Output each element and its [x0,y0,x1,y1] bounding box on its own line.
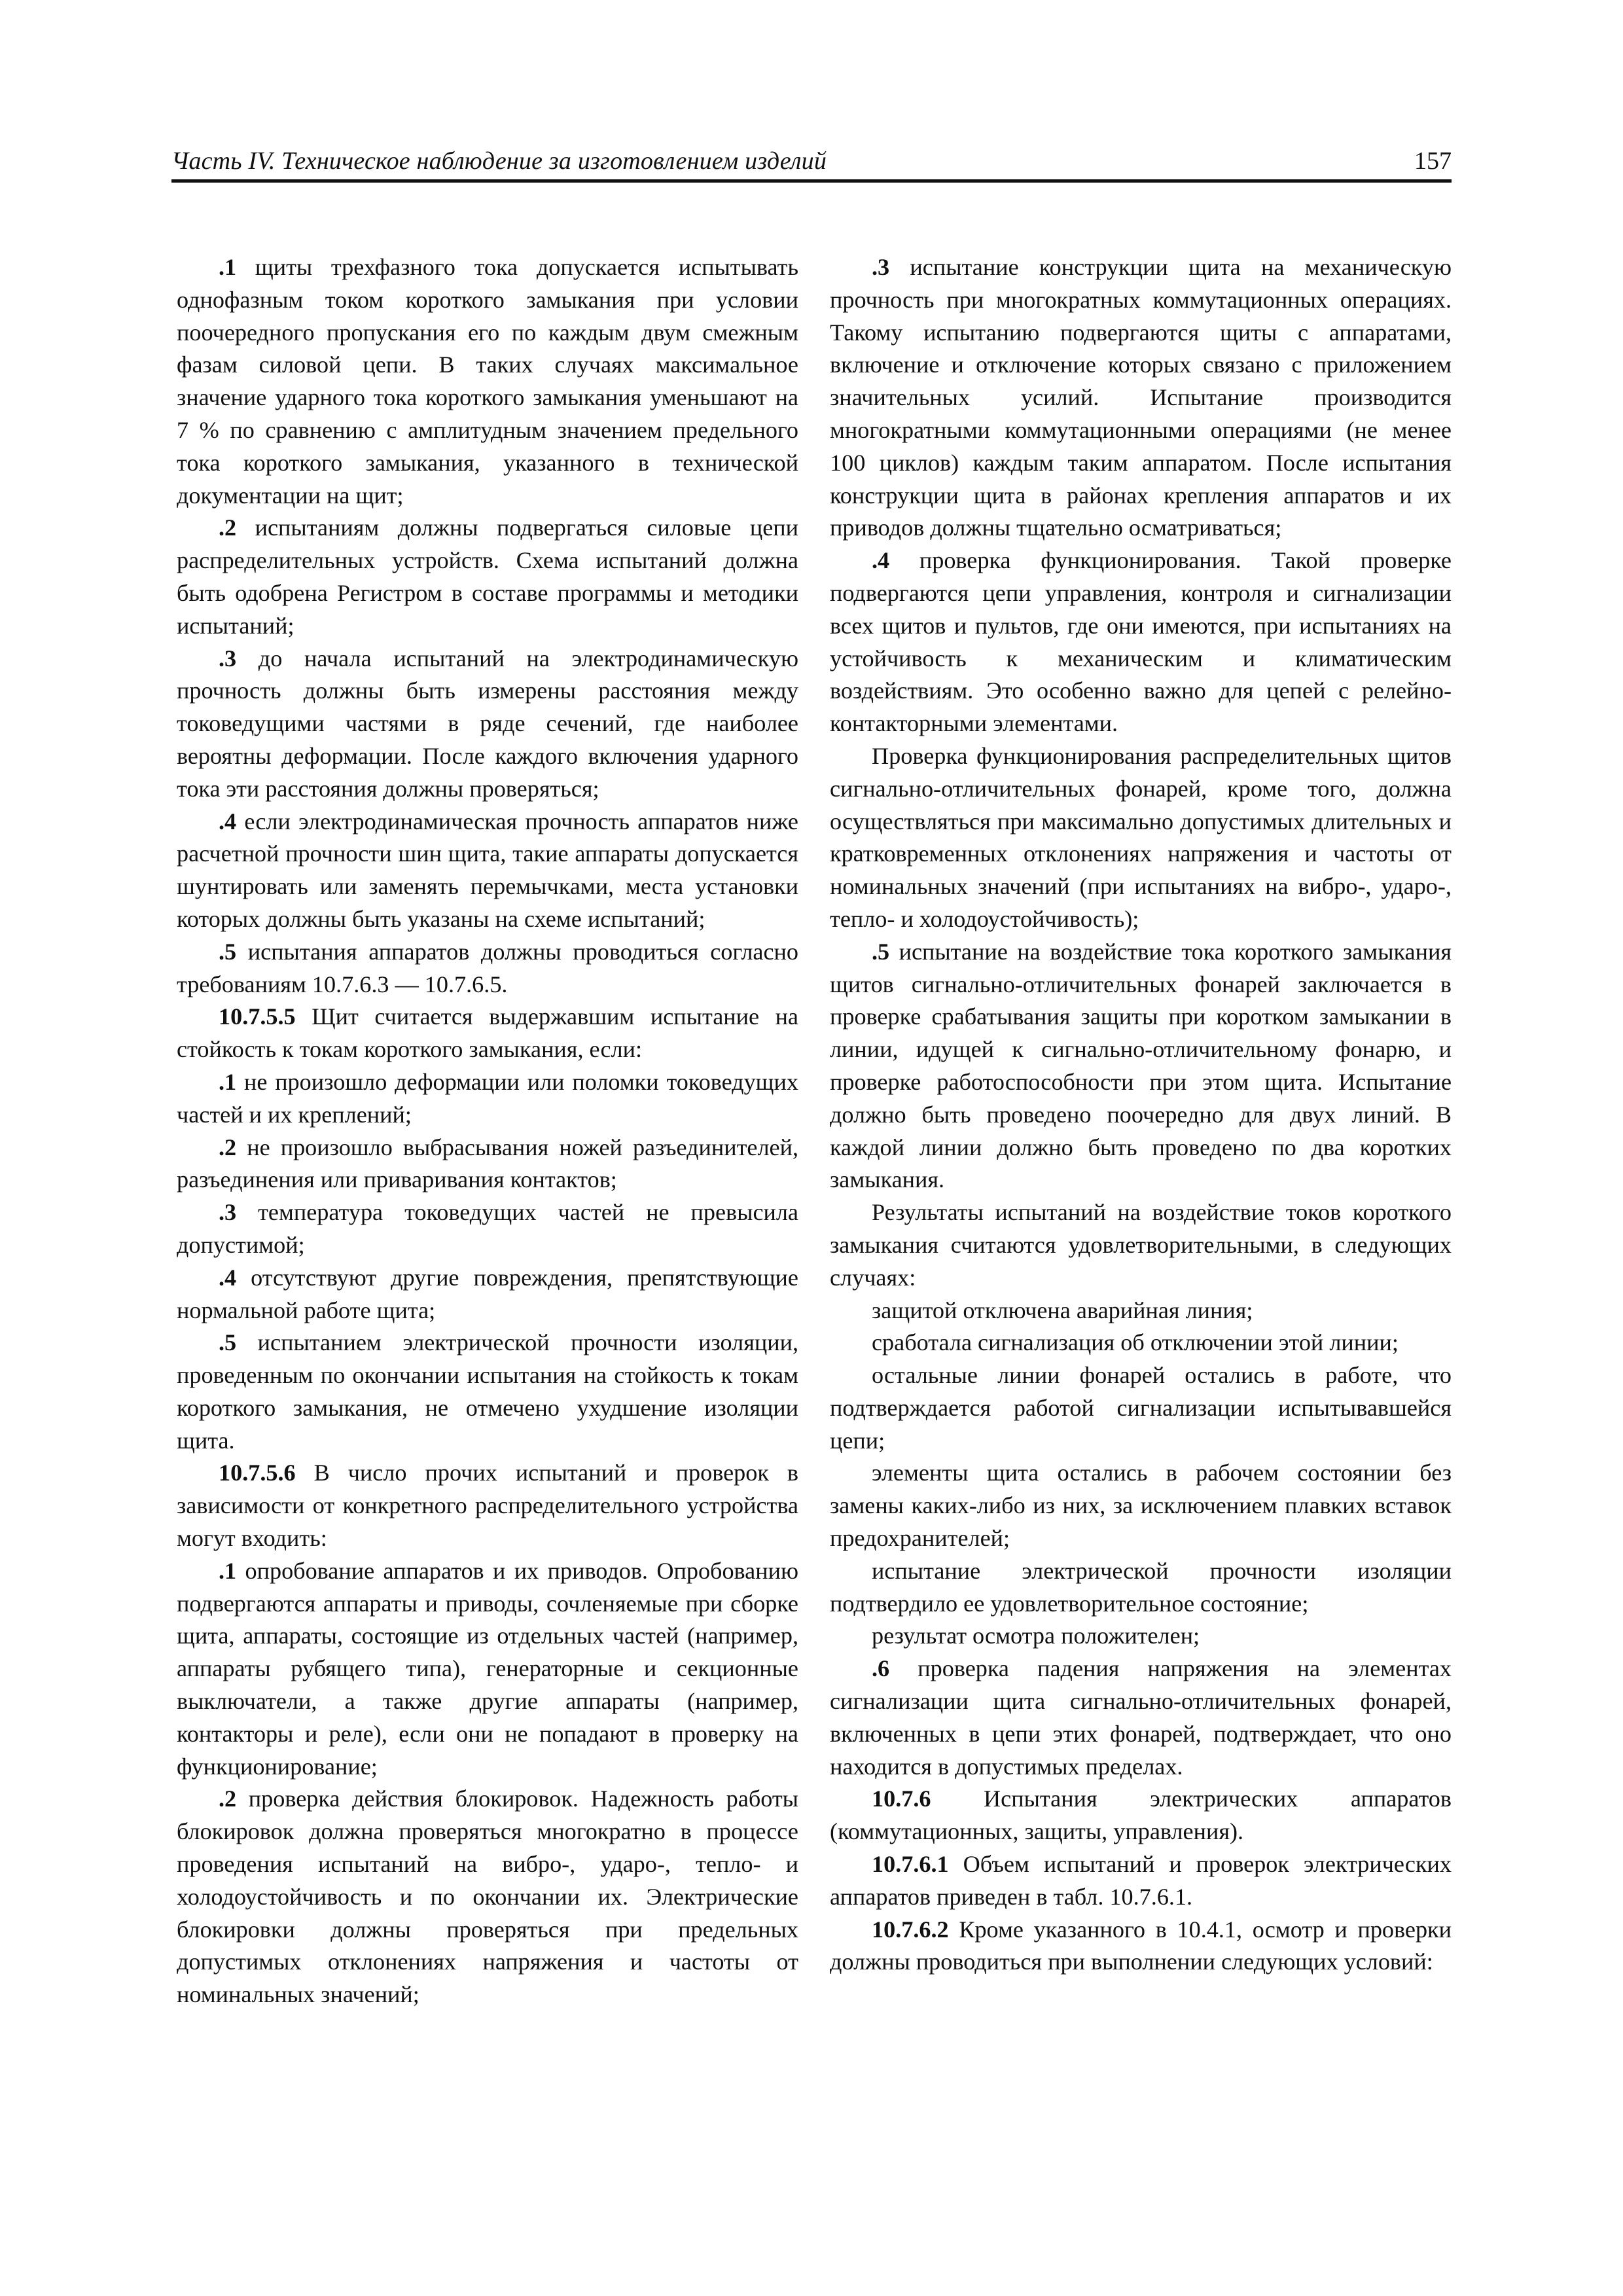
paragraph [177,1457,798,1554]
paragraph-text: Щит считается выдержавшим испытание на стойкость к токам короткого замыкания, если: [177,1003,798,1063]
paragraph [177,1327,798,1457]
running-header [171,139,1452,183]
header-title: Часть IV. Техническое наблюдение за изготовлением изделий [171,147,827,175]
paragraph-text: Объем испытаний и проверок электрических аппаратов приведен в табл. 10.7.6.1. [830,1851,1452,1910]
paragraph-text: проверка функционирования. Такой проверке подвергаются цепи управления, контроля и сигнализации всех щитов и пультов, где они имеются, при испытаниях на устойчивость к механическим и климатическим воздействиям. Это особенно важно для цепей с релейно-контакторными элементами. [830,547,1452,737]
paragraph-text: Проверка функционирования распределительных щитов сигнально-отличительных фонарей, кроме того, должна осуществляться при максимально допустимых длительных и кратковременных отклонениях напряжения и частоты от номинальных значений (при испытаниях на вибро-, ударо-, тепло- и холодоустойчивость); [830,742,1452,932]
item-number: .4 [219,1264,237,1291]
paragraph [830,1620,1452,1653]
paragraph-text: проверка действия блокировок. Надежность работы блокировок должна проверяться многократно в процессе проведения испытаний на вибро-, ударо-, тепло- и холодоустойчивость и по окончании их. Электрические блокировки должны проверяться при предельных допустимых отклонениях напряжения и частоты от номинальных значений; [177,1785,798,2008]
item-number: .3 [219,645,237,672]
paragraph-text: до начала испытаний на электродинамическую прочность должны быть измерены расстояния между токоведущими частями в ряде сечений, где наиболее вероятны деформации. После каждого включения ударного тока эти расстояния должны проверяться; [177,645,798,802]
paragraph [830,1295,1452,1327]
paragraph-text: Результаты испытаний на воздействие токов короткого замыкания считаются удовлетворительными, в следующих случаях: [830,1199,1452,1291]
paragraph [830,1783,1452,1848]
paragraph [830,1653,1452,1783]
paragraph-text: испытания аппаратов должны проводиться согласно требованиям 10.7.6.3 — 10.7.6.5. [177,938,798,997]
item-number: .1 [219,1557,237,1584]
item-number: .2 [219,1785,237,1812]
item-number: .5 [872,938,890,965]
item-number: 10.7.5.5 [219,1003,296,1030]
paragraph-text: остальные линии фонарей остались в работе, что подтверждается работой сигнализации испытывавшейся цепи; [830,1362,1452,1454]
paragraph [830,1848,1452,1914]
paragraph-text: Кроме указанного в 10.4.1, осмотр и проверки должны проводиться при выполнении следующих условий: [830,1916,1452,1975]
paragraph-text: Испытания электрических аппаратов (коммутационных, защиты, управления). [830,1785,1452,1845]
item-number: .5 [219,938,237,965]
paragraph-text: не произошло выбрасывания ножей разъединителей, разъединения или приваривания контактов; [177,1134,798,1193]
paragraph [830,1196,1452,1294]
item-number: .2 [219,1134,237,1160]
item-number: .1 [219,1068,237,1095]
paragraph-text: испытание конструкции щита на механическую прочность при многократных коммутационных операциях. Такому испытанию подвергаются щиты с аппаратами, включение и отключение которых связано с приложением значительных усилий. Испытание производится многократными коммутационными операциями (не менее 100 циклов) каждым таким аппаратом. После испытания конструкции щита в районах крепления аппаратов и их приводов должны тщательно осматриваться; [830,254,1452,541]
paragraph-text: результат осмотра положителен; [872,1623,1200,1649]
paragraph [177,1555,798,1784]
paragraph [177,1196,798,1262]
item-number: 10.7.5.6 [219,1460,296,1486]
paragraph-text: защитой отключена аварийная линия; [872,1297,1253,1323]
paragraph [177,1783,798,2011]
paragraph-text: сработала сигнализация об отключении этой линии; [872,1329,1399,1356]
paragraph [830,545,1452,740]
paragraph [177,643,798,806]
paragraph-text: не произошло деформации или поломки токоведущих частей и их креплений; [177,1068,798,1128]
paragraph-text: температура токоведущих частей не превысила допустимой; [177,1199,798,1258]
item-number: .2 [219,514,237,541]
item-number: .6 [872,1655,890,1682]
paragraph-text: опробование аппаратов и их приводов. Опробованию подвергаются аппараты и приводы, сочленяемые при сборке щита, аппараты, состоящие из отдельных частей (например, аппараты рубящего типа), генераторные и секционные выключатели, а также другие аппараты (например, контакторы и реле), если они не попадают в проверку на функционирование; [177,1557,798,1780]
paragraph-text: испытанием электрической прочности изоляции, проведенным по окончании испытания на стойкость к токам короткого замыкания, не отмечено ухудшение изоляции щита. [177,1329,798,1454]
paragraph-text: отсутствуют другие повреждения, препятствующие нормальной работе щита; [177,1264,798,1323]
item-number: .3 [219,1199,237,1226]
item-number: 10.7.6.1 [872,1851,949,1878]
paragraph [830,1359,1452,1457]
paragraph-text: если электродинамическая прочность аппаратов ниже расчетной прочности шин щита, такие аппараты допускается шунтировать или заменять перемычками, места установки которых должны быть указаны на схеме испытаний; [177,808,798,932]
page-number: 157 [1414,147,1452,175]
paragraph-text: испытаниям должны подвергаться силовые цепи распределительных устройств. Схема испытаний должна быть одобрена Регистром в составе программы и методики испытаний; [177,514,798,639]
paragraph [830,1555,1452,1621]
paragraph [830,1457,1452,1554]
paragraph [830,1914,1452,1979]
paragraph [177,1262,798,1327]
paragraph [177,1001,798,1066]
paragraph [830,936,1452,1196]
left-column [177,251,798,2011]
paragraph [177,1132,798,1197]
item-number: .3 [872,254,890,280]
paragraph [177,512,798,642]
item-number: .1 [219,254,237,280]
paragraph [177,936,798,1001]
paragraph-text: испытание на воздействие тока короткого замыкания щитов сигнально-отличительных фонарей заключается в проверке срабатывания защиты при коротком замыкании в линии, идущей к сигнально-отличительному фонарю, и проверке работоспособности при этом щита. Испытание должно быть проведено поочередно для двух линий. В каждой линии должно быть проведено по два коротких замыкания. [830,938,1452,1193]
paragraph [177,1066,798,1132]
item-number: .5 [219,1329,237,1356]
item-number: .4 [219,808,237,834]
item-number: 10.7.6 [872,1785,931,1812]
paragraph [830,1327,1452,1359]
item-number: 10.7.6.2 [872,1916,949,1943]
paragraph-text: щиты трехфазного тока допускается испытывать однофазным током короткого замыкания при условии поочередного пропускания его по каждым двум смежным фазам силовой цепи. В таких случаях максимальное значение ударного тока короткого замыкания уменьшают на 7 % по сравнению с амплитудным значением предельного тока короткого замыкания, указанного в технической документации на щит; [177,254,798,509]
paragraph [177,251,798,512]
paragraph-text: проверка падения напряжения на элементах сигнализации щита сигнально-отличительных фонарей, включенных в цепи этих фонарей, подтверждает, что оно находится в допустимых пределах. [830,1655,1452,1780]
paragraph-text: В число прочих испытаний и проверок в зависимости от конкретного распределительного устройства могут входить: [177,1460,798,1552]
paragraph-text: элементы щита остались в рабочем состоянии без замены каких-либо из них, за исключением плавких вставок предохранителей; [830,1460,1452,1552]
paragraph [177,806,798,936]
right-column [830,251,1452,1979]
paragraph-text: испытание электрической прочности изоляции подтвердило ее удовлетворительное состояние; [830,1557,1452,1617]
item-number: .4 [872,547,890,574]
paragraph [830,251,1452,545]
paragraph [830,740,1452,936]
